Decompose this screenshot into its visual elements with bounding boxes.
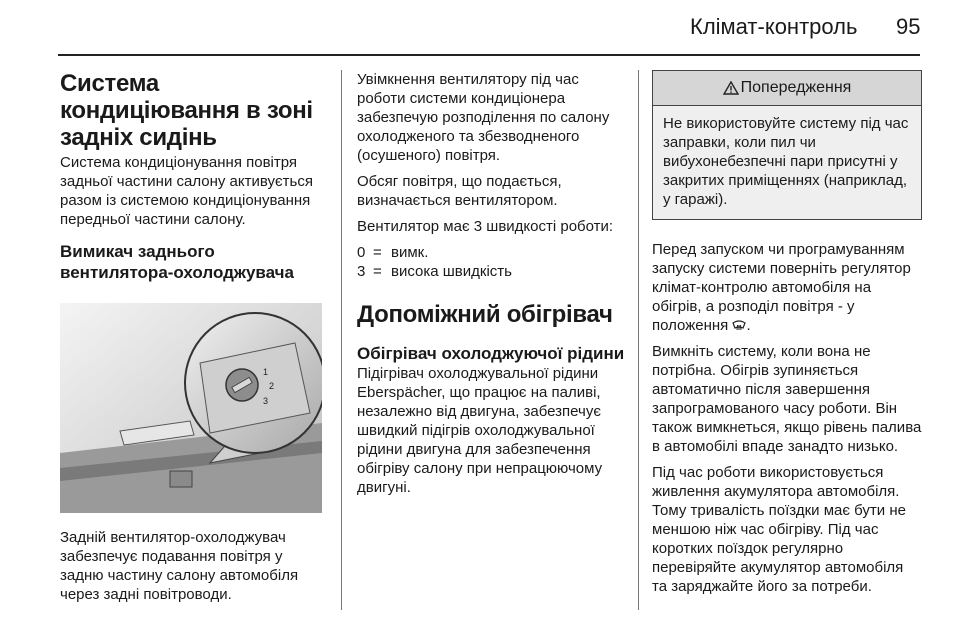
column-2 bbox=[357, 70, 625, 497]
section-heading-rear-ac: Система кондиціювання в зоні задніх сидінь bbox=[60, 70, 313, 151]
warning-triangle-icon bbox=[723, 81, 739, 95]
heater-start-paragraph bbox=[652, 240, 922, 335]
column-divider-1 bbox=[341, 70, 342, 610]
speed-eq: = bbox=[373, 263, 382, 280]
speed-row bbox=[357, 243, 625, 262]
fan-paragraph-2: Обсяг повітря, що подається, визначається вентилятором. bbox=[357, 173, 562, 209]
heater-start-period: . bbox=[746, 317, 751, 334]
battery-paragraph: Під час роботи використовується живлення акумулятора автомобіля. Тому тривалість поїздки має бути не меншою ніж час обігріву. Під час коротких поїздок регулярно перевіряйте акумулятор автомобіля та заряджайте його за потреби. bbox=[652, 464, 906, 595]
column-1 bbox=[60, 70, 322, 604]
speed-row bbox=[357, 262, 625, 281]
warning-text: Не використовуйте систему під час заправки, коли пил чи вибухонебезпечні пари присутні у закритих приміщеннях (наприклад, у гаражі). bbox=[663, 115, 909, 208]
warning-header bbox=[653, 71, 921, 106]
section-heading-aux-heater: Допоміжний обігрівач bbox=[357, 301, 613, 328]
speed-eq: = bbox=[373, 244, 382, 261]
fan-speed-mark-3: 3 bbox=[263, 396, 269, 406]
speed-key: 3 bbox=[357, 263, 366, 280]
fan-paragraph-3: Вентилятор має 3 швидкості роботи: bbox=[357, 218, 614, 235]
warning-title: Попередження bbox=[740, 79, 852, 96]
heater-start-text: Перед запуском чи програмуванням запуску системи поверніть регулятор клімат-контролю автомобіля на обігрів, а розподіл повітря - у положення bbox=[652, 241, 911, 334]
fan-speed-mark-1: 1 bbox=[263, 367, 269, 377]
rear-fan-switch-illustration bbox=[60, 303, 322, 513]
subheading-coolant-heater: Обігрівач охолоджуючої рідини bbox=[357, 344, 625, 363]
speed-key: 0 bbox=[357, 244, 366, 261]
page-header-title: Клімат-контроль bbox=[690, 14, 858, 39]
rear-ac-intro: Система кондиціонування повітря задньої частини салону активується разом із системою кондиціонування передньої частини салону. bbox=[60, 154, 313, 228]
fan-paragraph-1: Увімкнення вентилятору під час роботи системи кондиціонера забезпечую розподілення по салону охолодженого та збезводненого (осушеного) повітря. bbox=[357, 71, 610, 164]
speed-value: висока швидкість bbox=[391, 263, 512, 280]
page-number: 95 bbox=[896, 14, 921, 39]
coolant-heater-text: Підігрівач охолоджувальної рідини Eberspächer, що працює на паливі, незалежно від двигуна, забезпечує швидкий підігрів охолоджувальної рідини двигуна для забезпечення обігріву салону при непрацюючому двигуні. bbox=[357, 365, 603, 496]
heater-off-paragraph: Вимкніть систему, коли вона не потрібна. Обігрів зупиняється автоматично після завершення запрограмованого часу роботи. Він також вимкнеться, якщо рівень палива в автомобілі впаде занадто низько. bbox=[652, 343, 922, 455]
subheading-rear-fan-switch: Вимикач заднього вентилятора-охолоджувача bbox=[60, 242, 294, 282]
figure-caption: Задній вентилятор-охолоджувач забезпечує подавання повітря у задню частину салону автомобіля через задні повітроводи. bbox=[60, 529, 299, 603]
warning-box bbox=[652, 70, 922, 220]
header-rule bbox=[58, 54, 920, 56]
column-3 bbox=[652, 70, 922, 596]
speed-value: вимк. bbox=[391, 244, 429, 261]
fan-speed-mark-2: 2 bbox=[269, 381, 275, 391]
windshield-defrost-icon bbox=[732, 319, 746, 331]
column-divider-2 bbox=[638, 70, 639, 610]
